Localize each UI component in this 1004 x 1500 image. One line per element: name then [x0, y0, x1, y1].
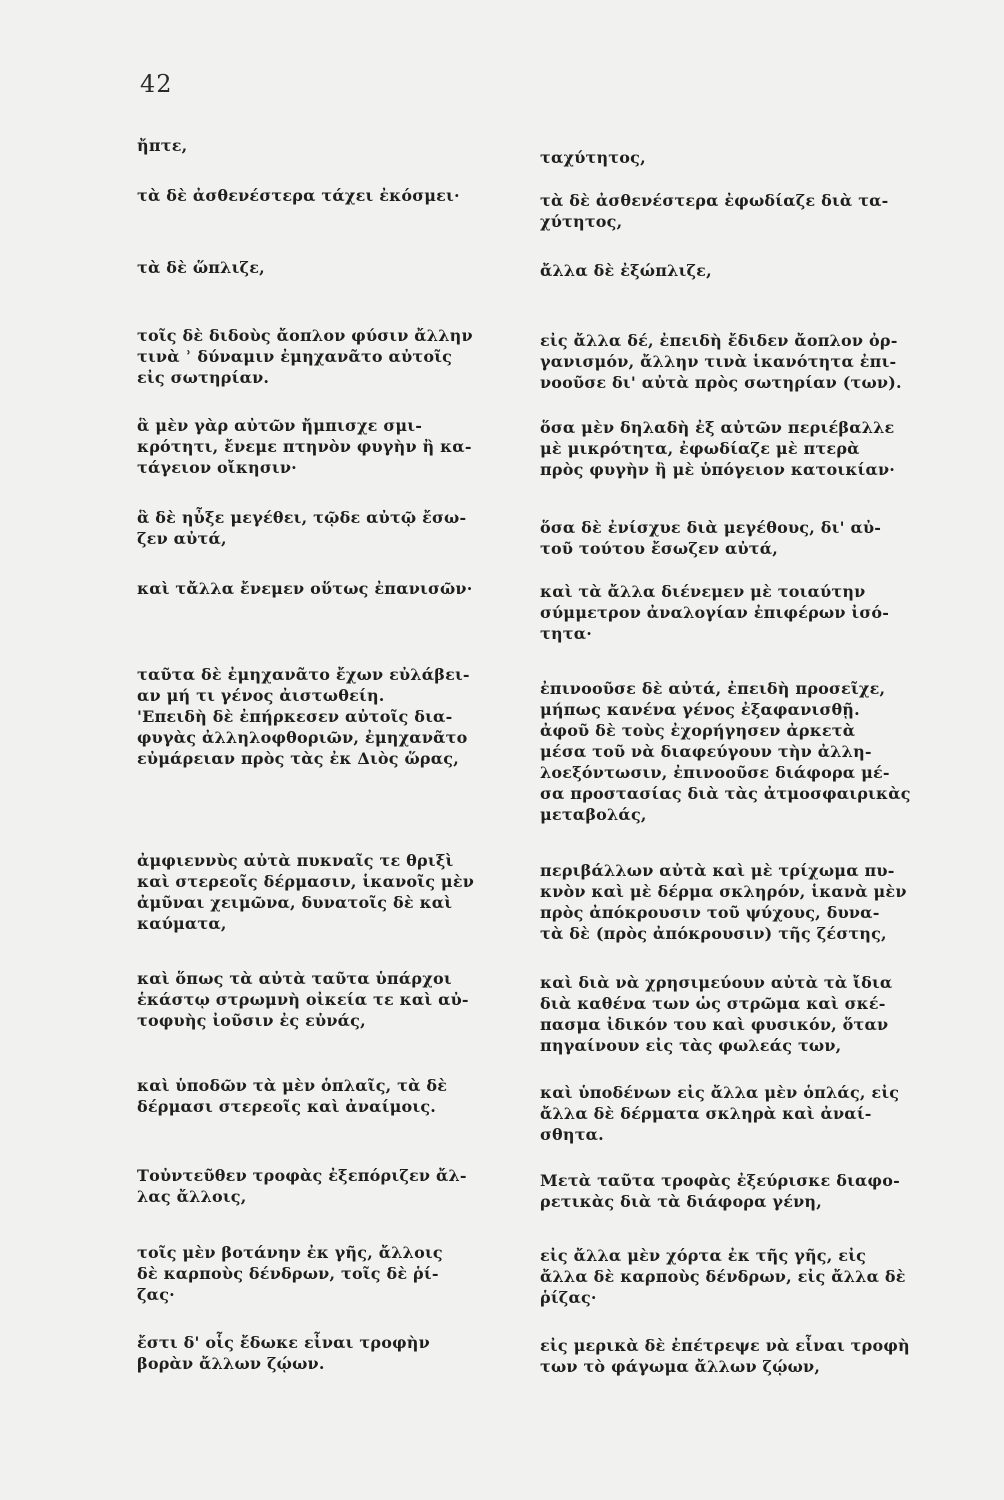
right-paragraph: καὶ ὑποδένων εἰς ἄλλα μὲν ὁπλάς, εἰς ἄλλα δὲ δέρματα σκληρὰ καὶ ἀναί- σθητα.: [540, 1083, 900, 1144]
left-paragraph: τοῖς μὲν βοτάνην ἐκ γῆς, ἄλλοις δὲ καρποὺς δένδρων, τοῖς δὲ ῥί- ζας·: [137, 1243, 443, 1304]
left-paragraph: Τοὐντεῦθεν τροφὰς ἐξεπόριζεν ἄλ- λας ἄλλοις,: [137, 1166, 467, 1206]
right-paragraph: ταχύτητος,: [540, 148, 646, 167]
left-paragraph: τοῖς δὲ διδοὺς ἄοπλον φύσιν ἄλλην τινὰ ʾ δύναμιν ἐμηχανᾶτο αὐτοῖς εἰς σωτηρίαν.: [137, 326, 473, 387]
right-paragraph: τὰ δὲ ἀσθενέστερα ἐφωδίαζε διὰ τα- χύτητος,: [540, 191, 889, 231]
left-paragraph: ἔστι δ' οἷς ἔδωκε εἶναι τροφὴν βορὰν ἄλλων ζῴων.: [137, 1333, 430, 1373]
right-paragraph: εἰς μερικὰ δὲ ἐπέτρεψε νὰ εἶναι τροφὴ των τὸ φάγωμα ἄλλων ζῴων,: [540, 1336, 910, 1376]
left-paragraph: ἃ δὲ ηὖξε μεγέθει, τῷδε αὐτῷ ἔσω- ζεν αὐτά,: [137, 508, 467, 548]
left-paragraph: ἤπτε,: [137, 136, 188, 155]
right-paragraph: καὶ διὰ νὰ χρησιμεύουν αὐτὰ τὰ ἴδια διὰ καθένα των ὡς στρῶμα καὶ σκέ- πασμα ἰδικόν του καὶ φυσικόν, ὅταν πηγαίνουν εἰς τὰς φωλεάς των,: [540, 973, 893, 1055]
left-paragraph: ταῦτα δὲ ἐμηχανᾶτο ἔχων εὐλάβει- αν μή τι γένος ἀιστωθείη. 'Επειδὴ δὲ ἐπήρκεσεν αὐτοῖς δια- φυγὰς ἀλληλοφθοριῶν, ἐμηχανᾶτο εὐμάρειαν πρὸς τὰς ἐκ Διὸς ὥρας,: [137, 665, 470, 768]
left-paragraph: τὰ δὲ ἀσθενέστερα τάχει ἐκόσμει·: [137, 186, 460, 205]
right-paragraph: Μετὰ ταῦτα τροφὰς ἐξεύρισκε διαφο- ρετικὰς διὰ τὰ διάφορα γένη,: [540, 1171, 900, 1211]
left-paragraph: καὶ τἄλλα ἔνεμεν οὕτως ἐπανισῶν·: [137, 579, 473, 598]
right-paragraph: περιβάλλων αὐτὰ καὶ μὲ τρίχωμα πυ- κνὸν καὶ μὲ δέρμα σκληρόν, ἱκανὰ μὲν πρὸς ἀπόκρουσιν τοῦ ψύχους, δυνα- τὰ δὲ (πρὸς ἀπόκρουσιν) τῆς ζέστης,: [540, 861, 907, 943]
right-paragraph: εἰς ἄλλα δέ, ἐπειδὴ ἔδιδεν ἄοπλον ὀρ- γανισμόν, ἄλλην τινὰ ἱκανότητα ἐπι- νοοῦσε δι' αὐτὰ πρὸς σωτηρίαν (των).: [540, 331, 902, 392]
left-paragraph: ἀμφιεννὺς αὐτὰ πυκναῖς τε θριξὶ καὶ στερεοῖς δέρμασιν, ἱκανοῖς μὲν ἀμῦναι χειμῶνα, δυνατοῖς δὲ καὶ καύματα,: [137, 851, 475, 933]
right-paragraph: εἰς ἄλλα μὲν χόρτα ἐκ τῆς γῆς, εἰς ἄλλα δὲ καρποὺς δένδρων, εἰς ἄλλα δὲ ῥίζας·: [540, 1246, 906, 1307]
left-paragraph: καὶ ὅπως τὰ αὐτὰ ταῦτα ὑπάρχοι ἑκάστῳ στρωμνὴ οἰκεία τε καὶ αὐ- τοφυὴς ἰοῦσιν ἐς εὐνάς,: [137, 969, 469, 1030]
right-paragraph: ἐπινοοῦσε δὲ αὐτά, ἐπειδὴ προσεῖχε, μήπως κανένα γένος ἐξαφανισθῇ. ἀφοῦ δὲ τοὺς ἐχορήγησεν ἀρκετὰ μέσα τοῦ νὰ διαφεύγουν τὴν ἀλλη- λοεξόντωσιν, ἐπινοοῦσε διάφορα μέ- σα προστασίας διὰ τὰς ἀτμοσφαιρικὰς μεταβολάς,: [540, 679, 911, 824]
left-paragraph: ἃ μὲν γὰρ αὐτῶν ἤμπισχε σμι- κρότητι, ἔνεμε πτηνὸν φυγὴν ἢ κα- τάγειον οἴκησιν·: [137, 416, 472, 477]
right-paragraph: ὅσα δὲ ἐνίσχυε διὰ μεγέθους, δι' αὐ- τοῦ τούτου ἔσωζεν αὐτά,: [540, 518, 882, 558]
left-paragraph: τὰ δὲ ὥπλιζε,: [137, 258, 265, 277]
page-number: 42: [140, 70, 173, 98]
left-paragraph: καὶ ὑποδῶν τὰ μὲν ὁπλαῖς, τὰ δὲ δέρμασι στερεοῖς καὶ ἀναίμοις.: [137, 1076, 448, 1116]
right-paragraph: ἄλλα δὲ ἐξώπλιζε,: [540, 261, 712, 280]
right-paragraph: καὶ τὰ ἄλλα διένεμεν μὲ τοιαύτην σύμμετρον ἀναλογίαν ἐπιφέρων ἰσό- τητα·: [540, 582, 890, 643]
right-paragraph: ὅσα μὲν δηλαδὴ ἐξ αὐτῶν περιέβαλλε μὲ μικρότητα, ἐφωδίαζε μὲ πτερὰ πρὸς φυγὴν ἢ μὲ ὑπόγειον κατοικίαν·: [540, 418, 896, 479]
